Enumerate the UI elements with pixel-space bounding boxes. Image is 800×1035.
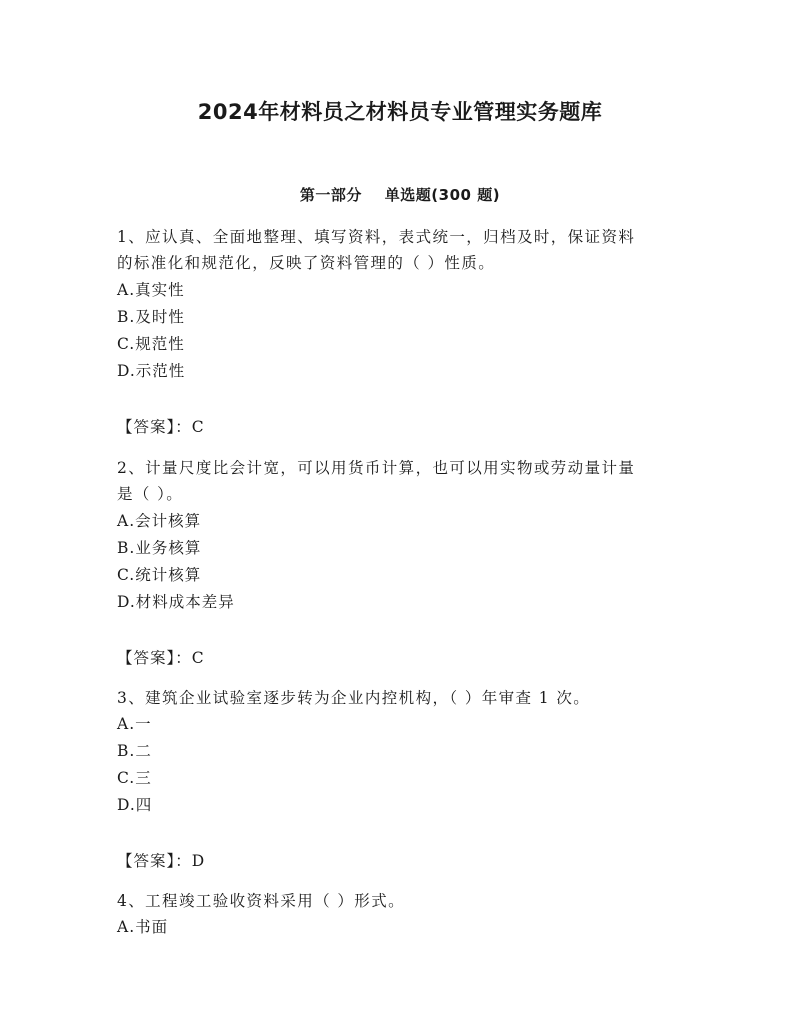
question-2-text-line-1: 2、计量尺度比会计宽，可以用货币计算，也可以用实物或劳动量计量 [117,459,636,477]
question-3-text-line-1: 3、建筑企业试验室逐步转为企业内控机构，（ ）年审查 1 次。 [117,689,591,707]
question-2-answer: 【答案】：C [117,649,205,667]
question-3-options [117,711,687,819]
question-1-text-line-1: 1、应认真、全面地整理、填写资料，表式统一，归档及时，保证资料 [117,228,636,246]
question-1-text-line-2: 的标准化和规范化，反映了资料管理的（ ）性质。 [117,254,496,272]
section-title [0,184,800,205]
question-4-text-line-1: 4、工程竣工验收资料采用（ ）形式。 [117,892,405,910]
question-2-option-b: B.业务核算 [117,539,202,557]
question-4 [117,888,687,914]
section-title-text: 第一部分 单选题(300 题) [299,186,501,204]
question-2-text-line-2: 是（ ）。 [117,485,184,503]
question-1-answer: 【答案】：C [117,418,205,436]
question-2-option-d: D.材料成本差异 [117,593,235,611]
question-1 [117,224,687,276]
question-3-option-c: C.三 [117,769,152,787]
question-2-option-c: C.统计核算 [117,566,202,584]
question-1-option-a: A.真实性 [117,281,185,299]
question-3-option-d: D.四 [117,796,153,814]
question-3-option-b: B.二 [117,742,152,760]
question-2-option-a: A.会计核算 [117,512,202,530]
question-3-answer: 【答案】：D [117,852,206,870]
question-3-option-a: A.一 [117,715,152,733]
document-title: 2024年材料员之材料员专业管理实务题库 [197,100,603,124]
question-1-option-b: B.及时性 [117,308,185,326]
question-1-option-c: C.规范性 [117,335,185,353]
question-2 [117,455,687,507]
question-4-option-a: A.书面 [117,918,169,936]
question-2-options [117,508,687,616]
question-1-options [117,277,687,385]
question-1-option-d: D.示范性 [117,362,186,380]
question-4-options [117,914,687,941]
question-3 [117,685,687,711]
